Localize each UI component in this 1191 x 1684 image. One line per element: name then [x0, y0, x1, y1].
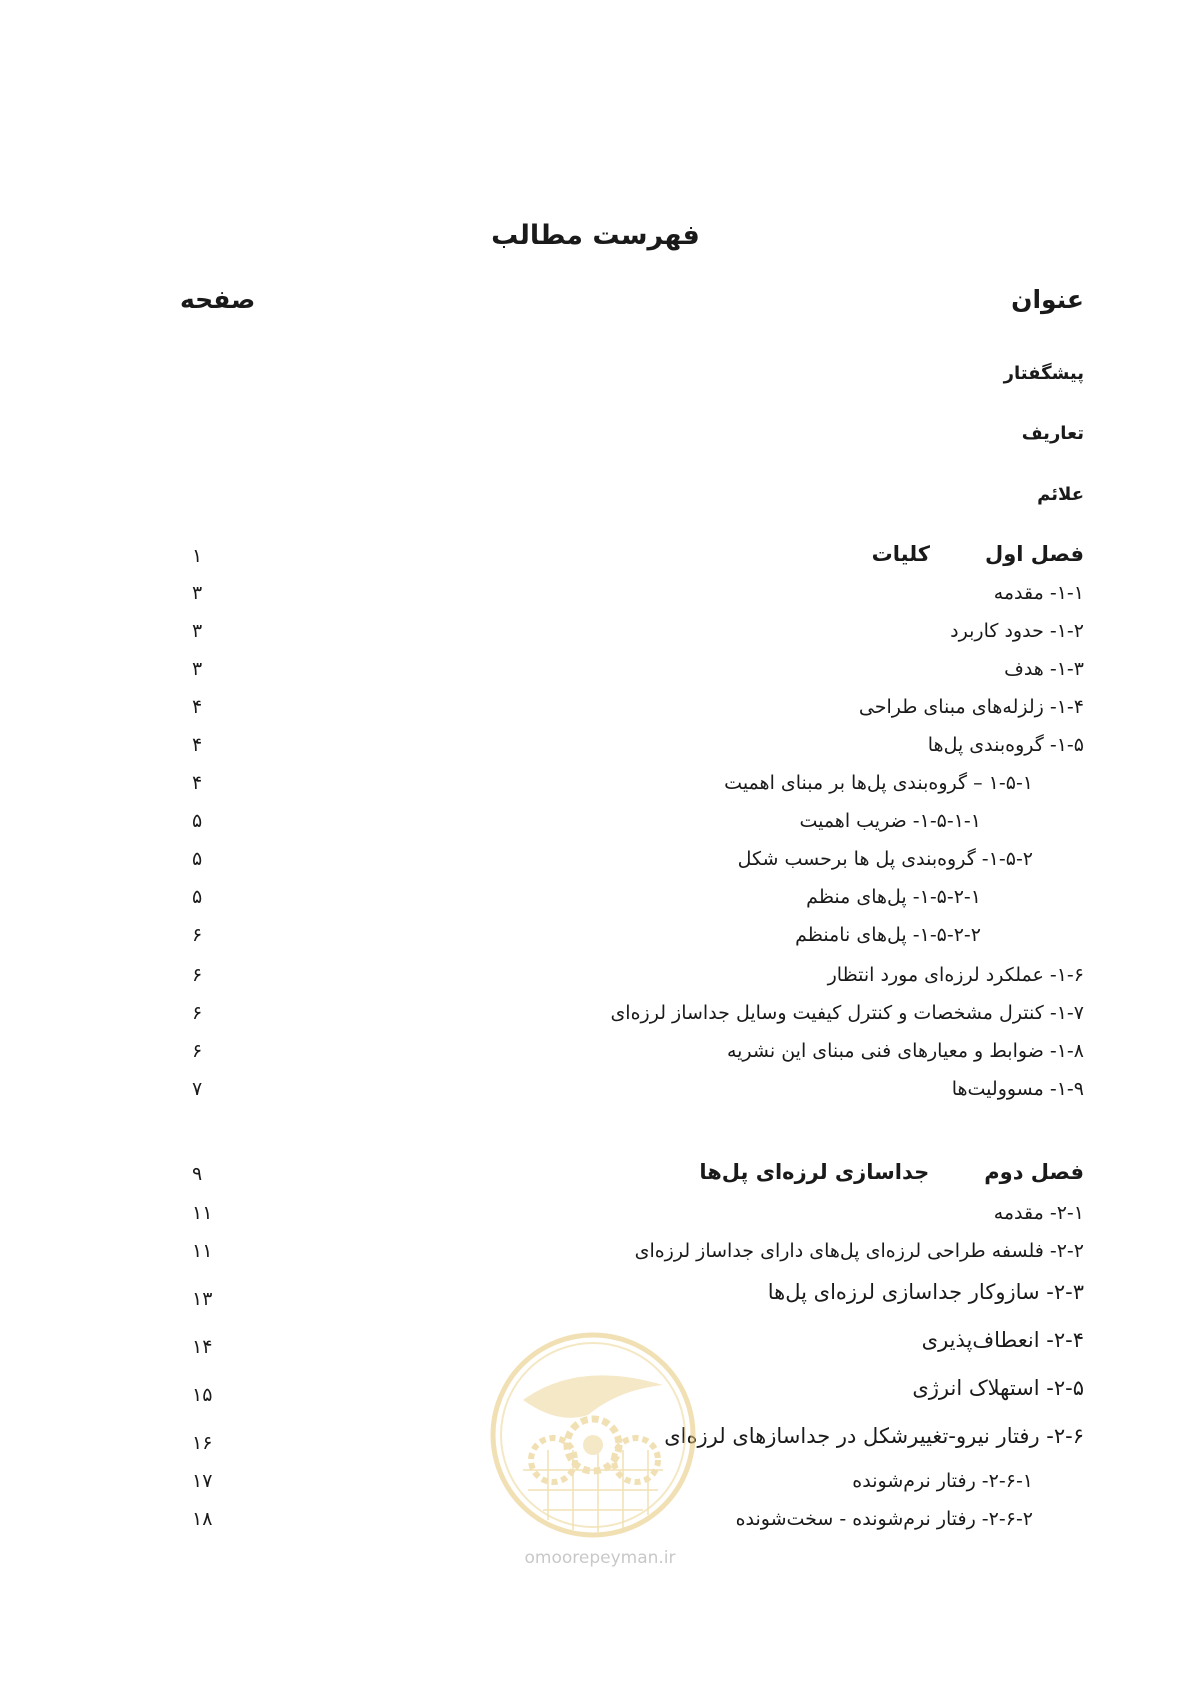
toc-entry[interactable]: ۱-۵-۱ – گروه‌بندی پل‌ها بر مبنای اهمیت	[724, 772, 1033, 794]
toc-entry[interactable]: ۱-۹- مسوولیت‌ها	[951, 1078, 1084, 1100]
toc-entry[interactable]: ۱-۲- حدود کاربرد	[950, 620, 1084, 642]
column-header-page: صفحه	[180, 285, 256, 314]
toc-entry[interactable]: ۲-۳- سازوکار جداسازی لرزه‌ای پل‌ها	[767, 1280, 1084, 1304]
toc-entry[interactable]: ۲-۵- استهلاک انرژی	[912, 1376, 1084, 1400]
toc-entry-definitions[interactable]: تعاریف	[1021, 423, 1084, 444]
toc-entry[interactable]: ۱-۵-۲- گروه‌بندی پل ها برحسب شکل	[737, 848, 1033, 870]
page-number: ۳	[192, 658, 203, 680]
page-number: ۶	[192, 924, 203, 946]
page-number: ۴	[192, 696, 203, 718]
toc-entry[interactable]: ۱-۶- عملکرد لرزه‌ای مورد انتظار	[827, 964, 1084, 986]
page-number: ۱۶	[192, 1432, 213, 1454]
toc-title: فهرست مطالب	[491, 220, 700, 251]
watermark-logo	[488, 1330, 698, 1540]
page-number: ۱۳	[192, 1288, 213, 1310]
toc-entry[interactable]: ۱-۵- گروه‌بندی پل‌ها	[927, 734, 1084, 756]
toc-entry[interactable]: ۲-۴- انعطاف‌پذیری	[921, 1328, 1084, 1352]
chapter-2-title: جداسازی لرزه‌ای پل‌ها	[699, 1160, 930, 1184]
page-number: ۵	[192, 848, 203, 870]
toc-entry[interactable]: ۱-۳- هدف	[1004, 658, 1084, 680]
page-number: ۱۵	[192, 1384, 213, 1406]
page-number: ۶	[192, 1040, 203, 1062]
toc-entry[interactable]: ۲-۲- فلسفه طراحی لرزه‌ای پل‌های دارای جداساز لرزه‌ای	[634, 1240, 1084, 1262]
toc-entry[interactable]: ۱-۵-۱-۱- ضریب اهمیت	[799, 810, 981, 832]
toc-entry[interactable]: ۱-۸- ضوابط و معیارهای فنی مبنای این نشریه	[726, 1040, 1084, 1062]
toc-entry-symbols[interactable]: علائم	[1037, 484, 1084, 505]
page-number: ۹	[192, 1163, 203, 1185]
toc-entry-preface[interactable]: پیشگفتار	[1003, 363, 1084, 384]
page-number: ۱	[192, 545, 203, 567]
page-number: ۱۷	[192, 1470, 213, 1492]
chapter-1-title: کلیات	[871, 542, 931, 566]
page-number: ۱۴	[192, 1336, 213, 1358]
page-number: ۷	[192, 1078, 203, 1100]
page-number: ۱۱	[192, 1240, 213, 1262]
toc-entry[interactable]: ۲-۱- مقدمه	[993, 1202, 1084, 1224]
toc-chapter-2[interactable]: فصل دومجداسازی لرزه‌ای پل‌ها	[699, 1160, 1084, 1184]
page-number: ۴	[192, 734, 203, 756]
toc-entry[interactable]: ۱-۷- کنترل مشخصات و کنترل کیفیت وسایل جداساز لرزه‌ای	[610, 1002, 1084, 1024]
toc-entry[interactable]: ۱-۵-۲-۱- پل‌های منظم	[806, 886, 981, 908]
toc-entry[interactable]: ۱-۵-۲-۲- پل‌های نامنظم	[795, 924, 981, 946]
page-number: ۵	[192, 810, 203, 832]
watermark-text: omoorepeyman.ir	[524, 1548, 676, 1568]
toc-entry[interactable]: ۲-۶- رفتار نیرو-تغییرشکل در جداسازهای لرزه‌ای	[664, 1424, 1084, 1448]
page-number: ۱۸	[192, 1508, 213, 1530]
toc-entry[interactable]: ۱-۱- مقدمه	[993, 582, 1084, 604]
toc-entry[interactable]: ۲-۶-۱- رفتار نرم‌شونده	[852, 1470, 1033, 1492]
page-number: ۱۱	[192, 1202, 213, 1224]
page-number: ۴	[192, 772, 203, 794]
page-number: ۶	[192, 964, 203, 986]
column-header-title: عنوان	[1011, 285, 1084, 314]
page-number: ۳	[192, 582, 203, 604]
toc-chapter-1[interactable]: فصل اولکلیات	[871, 542, 1084, 566]
toc-entry[interactable]: ۱-۴- زلزله‌های مبنای طراحی	[858, 696, 1084, 718]
toc-entry[interactable]: ۲-۶-۲- رفتار نرم‌شونده - سخت‌شونده	[735, 1508, 1033, 1530]
page-number: ۶	[192, 1002, 203, 1024]
page-number: ۳	[192, 620, 203, 642]
page-number: ۵	[192, 886, 203, 908]
